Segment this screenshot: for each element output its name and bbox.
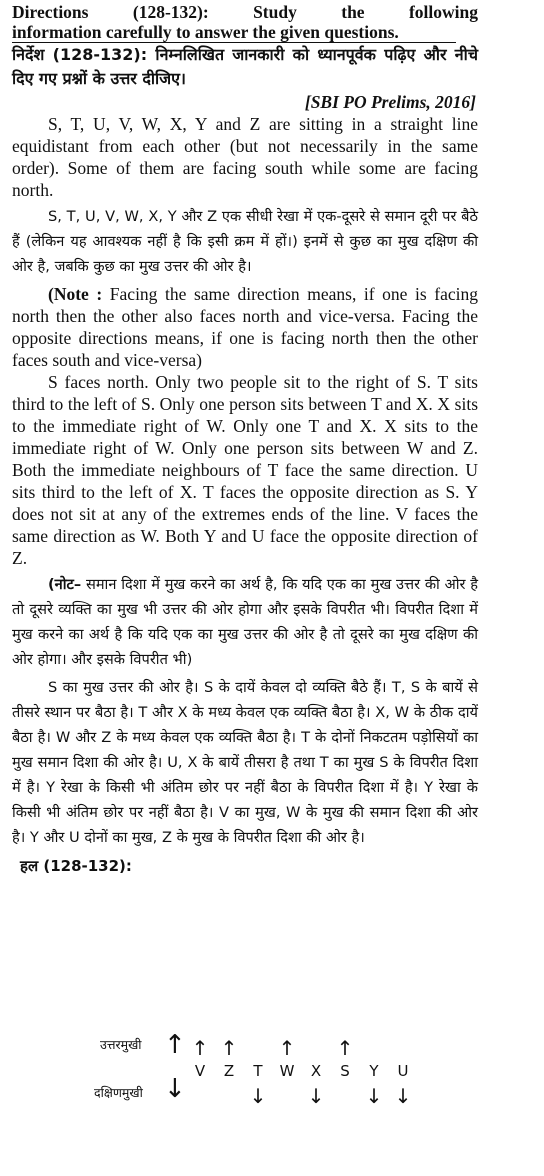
- up-arrow-icon-w: ↑: [278, 1036, 296, 1060]
- note-text-hi: समान दिशा में मुख करने का अर्थ है, कि यदि एक का मुख उत्तर की ओर है तो दूसरे व्यक्ति का मुख भी उत्तर की ओर होगा और इसके विपरीत भी। विपरीत दिशा में मुख करने का अर्थ है कि यदि एक का मुख उत्तर की ओर है तो दूसरे का मुख दक्षिण की ओर होगा। और इसके विपरीत भी): [12, 576, 479, 668]
- person-w: W: [279, 1062, 295, 1080]
- intro-paragraph-hi: S, T, U, V, W, X, Y और Z एक सीधी रेखा में एक-दूसरे से समान दूरी पर बैठे हैं (लेकिन यह आवश्यक नहीं है कि इसी क्रम में हों।) इनमें से कुछ का मुख दक्षिण की ओर है, जबकि कुछ का मुख उत्तर की ओर है।: [12, 208, 478, 275]
- person-u: U: [397, 1062, 409, 1080]
- down-arrow-icon-x: ↓: [307, 1084, 325, 1108]
- source-reference: [SBI PO Prelims, 2016]: [304, 92, 476, 112]
- person-x: X: [310, 1062, 322, 1080]
- north-arrow-icon: ↑: [164, 1030, 186, 1060]
- north-facing-label: उत्तरमुखी: [100, 1037, 142, 1052]
- directions-heading-en-line1: Directions (128-132): Study the following: [12, 2, 478, 22]
- solution-label: हल (128-132):: [20, 857, 132, 875]
- seating-diagram: [0, 1028, 544, 1148]
- note-label-en: (Note :: [48, 284, 103, 304]
- note-text-en: Facing the same direction means, if one is facing north then the other also faces north and vice-versa. Facing the opposite directions means, if one is facing north then the other faces south and vice-versa): [12, 284, 478, 370]
- directions-heading-hi: निर्देश (128-132): निम्नलिखित जानकारी को ध्यानपूर्वक पढ़िए और नीचे दिए गए प्रश्नों के उत्तर दीजिए।: [12, 45, 478, 88]
- document-page: [12, 2, 478, 876]
- down-arrow-icon-y: ↓: [365, 1084, 383, 1108]
- note-paragraph-en: [12, 283, 478, 371]
- intro-paragraph-en: S, T, U, V, W, X, Y and Z are sitting in a straight line equidistant from each other (but not necessarily in the same order). Some of them are facing south while some are facing north.: [12, 114, 478, 200]
- south-facing-label: दक्षिणमुखी: [94, 1085, 143, 1100]
- down-arrow-icon-u: ↓: [394, 1084, 412, 1108]
- up-arrow-icon-v: ↑: [191, 1036, 209, 1060]
- south-arrow-icon: ↓: [164, 1074, 186, 1104]
- down-arrow-icon-t: ↓: [249, 1084, 267, 1108]
- note-label-hi: (नोट–: [48, 576, 82, 593]
- person-y: Y: [369, 1062, 379, 1080]
- up-arrow-icon-z: ↑: [220, 1036, 238, 1060]
- person-t: T: [253, 1062, 263, 1080]
- info-paragraph-hi: S का मुख उत्तर की ओर है। S के दायें केवल दो व्यक्ति बैठे हैं। T, S के बायें से तीसरे स्थान पर बैठा है। T और X के मध्य केवल एक व्यक्ति बैठा है। X, W के ठीक दायें बैठा है। W और Z के मध्य केवल एक व्यक्ति बैठा है। T के दोनों निकटतम पड़ोसियों का मुख समान दिशा की ओर है। U, X के बायें तीसरा है तथा T का मुख S के विपरीत दिशा में है। Y रेखा के किसी भी अंतिम छोर पर नहीं बैठा के विपरीत दिशा में है। Y रेखा के किसी भी अंतिम छोर पर नहीं बैठा है। V का मुख, W के मुख की समान दिशा की ओर है। Y और U दोनों का मुख, Z के मुख के विपरीत दिशा की ओर है।: [12, 679, 478, 846]
- person-z: Z: [223, 1062, 235, 1080]
- person-v: V: [194, 1062, 206, 1080]
- note-paragraph-hi: [12, 572, 478, 672]
- person-s: S: [340, 1062, 350, 1080]
- up-arrow-icon-s: ↑: [336, 1036, 354, 1060]
- info-paragraph-en: S faces north. Only two people sit to the right of S. T sits third to the left of S. Only one person sits between T and X. X sits to the immediate right of W. Only one T and X. X sits to the immediate right of W. Only one person sits between W and Z. Both the immediate neighbours of T face the same direction. U sits third to the left of X. T faces the opposite direction as S. Y does not sit at any of the extremes ends of the line. V faces the same direction as W. Both Y and U face the opposite direction of Z.: [12, 372, 478, 568]
- directions-heading-en-line2: information carefully to answer the given questions.: [12, 22, 456, 43]
